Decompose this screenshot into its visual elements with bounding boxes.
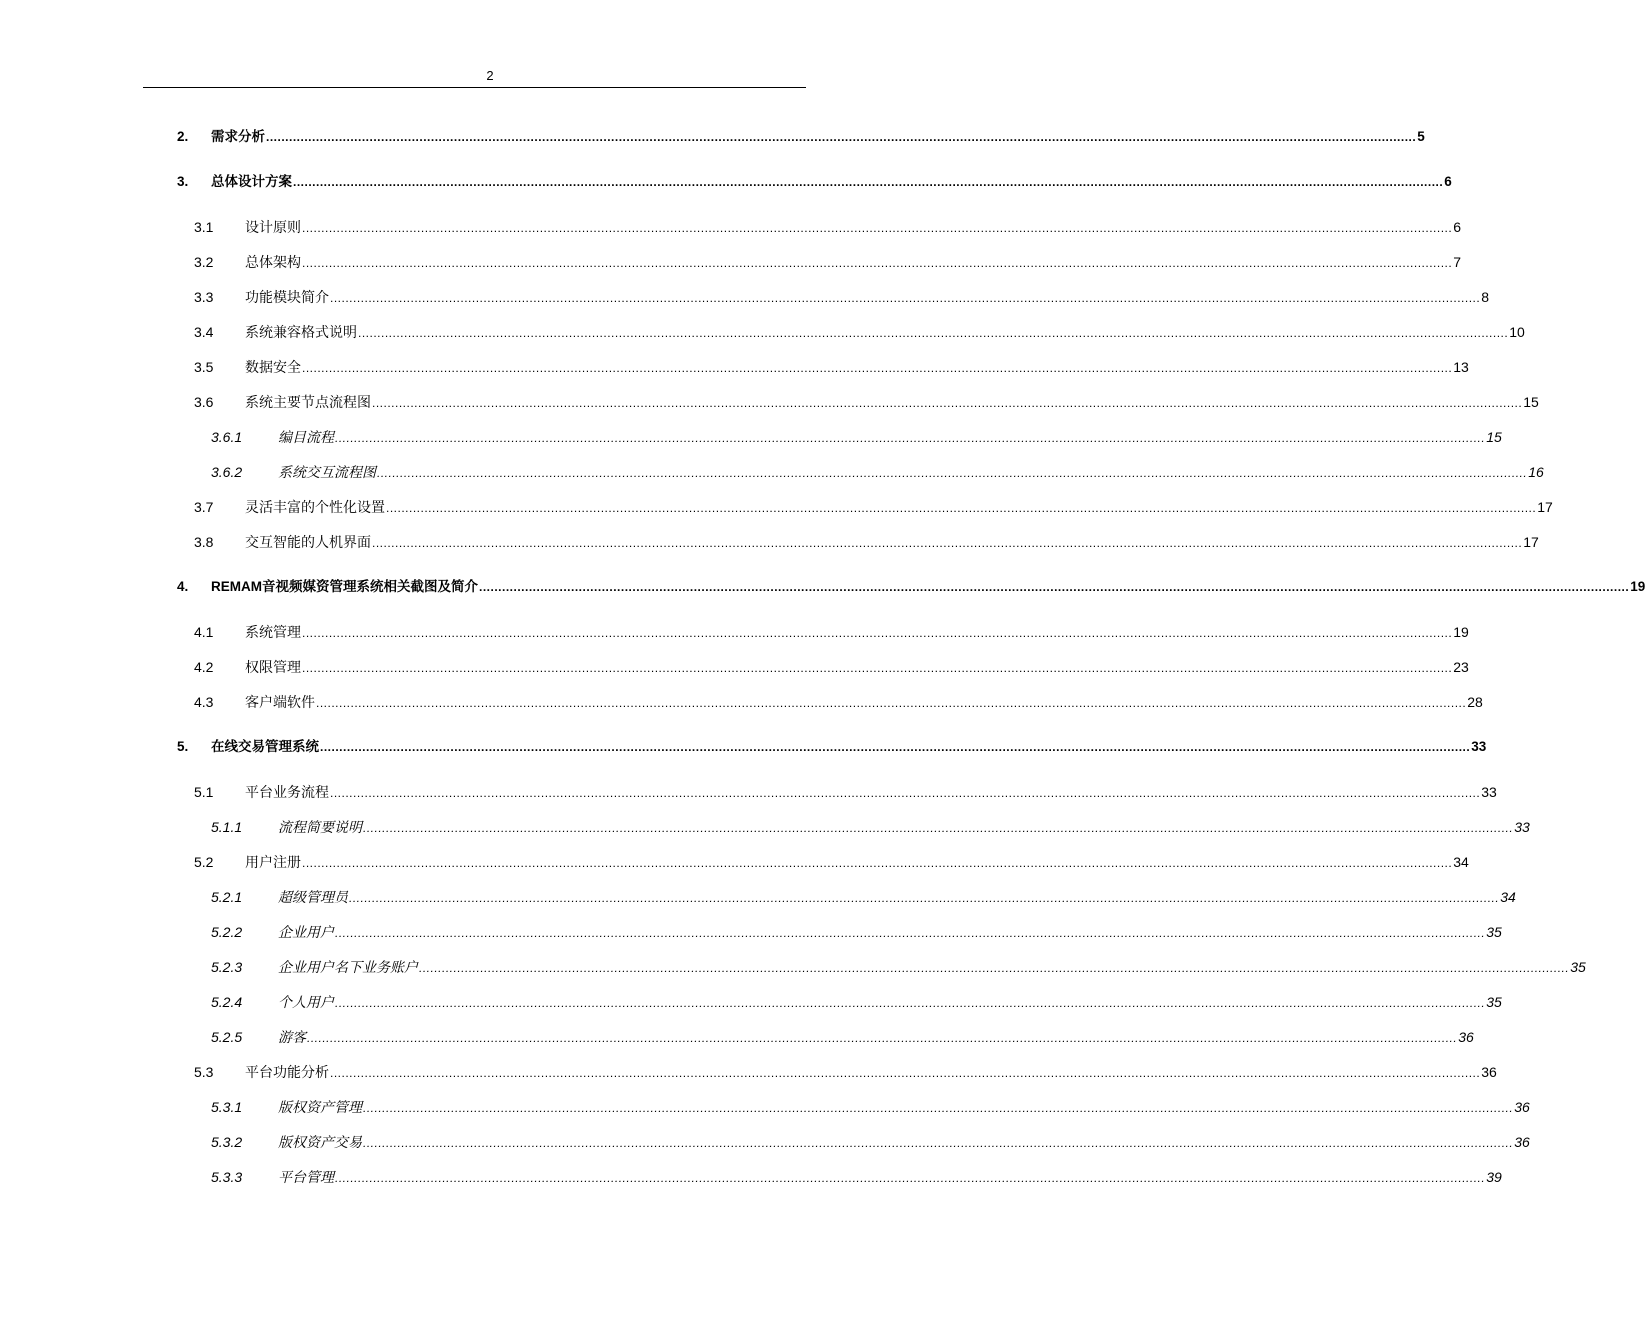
toc-entry-title: 版权资产管理 xyxy=(278,1099,362,1115)
toc-entry-title: 功能模块简介 xyxy=(245,289,329,305)
toc-entry[interactable] xyxy=(177,1062,1497,1082)
toc-entry[interactable] xyxy=(177,922,1502,942)
toc-entry-page: 36 xyxy=(1481,1064,1497,1080)
toc-entry-page: 13 xyxy=(1453,359,1469,375)
toc-entry[interactable] xyxy=(177,217,1461,237)
toc-entry-number: 5.1.1 xyxy=(211,819,243,835)
toc-entry[interactable] xyxy=(177,852,1469,872)
toc-entry-title: 总体架构 xyxy=(245,254,301,270)
toc-entry-number: 5.1 xyxy=(194,784,214,800)
page-number: 2 xyxy=(486,68,494,83)
toc-entry-number: 5.2.1 xyxy=(211,889,243,905)
toc-entry-number: 3.3 xyxy=(194,289,214,305)
toc-entry-title: 系统兼容格式说明 xyxy=(245,324,357,340)
toc-entry-page: 36 xyxy=(1514,1134,1530,1150)
toc-dot-leader: ............................................................................................................................................................................................................................................................................................................ xyxy=(330,291,1481,305)
toc-entry-number: 4. xyxy=(177,579,189,594)
toc-entry-page: 17 xyxy=(1537,499,1553,515)
toc-entry-number: 4.1 xyxy=(194,624,214,640)
toc-entry-title: 客户端软件 xyxy=(245,694,315,710)
toc-dot-leader: ............................................................................................................................................................................................................................................................................................................ xyxy=(320,740,1471,754)
toc-entry-page: 16 xyxy=(1528,464,1544,480)
toc-entry[interactable] xyxy=(177,992,1502,1012)
toc-dot-leader: ............................................................................................................................................................................................................................................................................................................ xyxy=(335,431,1486,445)
toc-entry[interactable] xyxy=(177,392,1539,412)
toc-entry-page: 19 xyxy=(1453,624,1469,640)
toc-entry-number: 3.8 xyxy=(194,534,214,550)
toc-dot-leader: ............................................................................................................................................................................................................................................................................................................ xyxy=(330,1066,1481,1080)
toc-entry[interactable] xyxy=(177,427,1502,447)
toc-entry-title: 游客 xyxy=(278,1029,306,1045)
toc-entry-page: 15 xyxy=(1523,394,1539,410)
toc-entry-page: 33 xyxy=(1514,819,1530,835)
toc-entry-page: 36 xyxy=(1458,1029,1474,1045)
toc-entry-title: 编目流程 xyxy=(278,429,334,445)
toc-entry[interactable] xyxy=(177,172,1452,192)
toc-dot-leader: ............................................................................................................................................................................................................................................................................................................ xyxy=(335,1171,1486,1185)
toc-dot-leader: ............................................................................................................................................................................................................................................................................................................ xyxy=(363,1101,1514,1115)
toc-entry[interactable] xyxy=(177,957,1586,977)
toc-entry-page: 7 xyxy=(1453,254,1461,270)
toc-dot-leader: ............................................................................................................................................................................................................................................................................................................ xyxy=(372,536,1523,550)
toc-entry-title: 总体设计方案 xyxy=(211,174,292,189)
toc-entry-page: 10 xyxy=(1509,324,1525,340)
toc-dot-leader: ............................................................................................................................................................................................................................................................................................................ xyxy=(479,580,1630,594)
toc-entry-number: 3.6 xyxy=(194,394,214,410)
toc-entry-title: 设计原则 xyxy=(245,219,301,235)
toc-entry[interactable] xyxy=(177,462,1544,482)
toc-dot-leader: ............................................................................................................................................................................................................................................................................................................ xyxy=(335,996,1486,1010)
toc-entry[interactable] xyxy=(177,357,1469,377)
toc-entry-page: 17 xyxy=(1523,534,1539,550)
toc-entry[interactable] xyxy=(177,497,1553,517)
toc-dot-leader: ............................................................................................................................................................................................................................................................................................................ xyxy=(302,626,1453,640)
toc-entry[interactable] xyxy=(177,817,1530,837)
toc-entry-title: 系统交互流程图 xyxy=(278,464,376,480)
toc-dot-leader: ............................................................................................................................................................................................................................................................................................................ xyxy=(386,501,1537,515)
toc-entry-number: 3.2 xyxy=(194,254,214,270)
toc-entry-page: 6 xyxy=(1444,174,1452,189)
toc-entry-number: 5.2.3 xyxy=(211,959,243,975)
toc-entry-title: REMAM音视频媒资管理系统相关截图及简介 xyxy=(211,579,478,594)
toc-entry-page: 35 xyxy=(1570,959,1586,975)
toc-entry-number: 5.3 xyxy=(194,1064,214,1080)
toc-entry-title: 在线交易管理系统 xyxy=(211,739,319,754)
toc-dot-leader: ............................................................................................................................................................................................................................................................................................................ xyxy=(302,856,1453,870)
toc-entry[interactable] xyxy=(177,1167,1502,1187)
toc-dot-leader: ............................................................................................................................................................................................................................................................................................................ xyxy=(372,396,1523,410)
toc-entry-page: 36 xyxy=(1514,1099,1530,1115)
header-rule xyxy=(143,87,806,88)
toc-entry-page: 34 xyxy=(1500,889,1516,905)
toc-entry-number: 5.2.4 xyxy=(211,994,243,1010)
toc-entry[interactable] xyxy=(177,322,1525,342)
toc-entry-number: 3.6.1 xyxy=(211,429,243,445)
toc-entry-title: 交互智能的人机界面 xyxy=(245,534,371,550)
toc-entry-number: 5.2 xyxy=(194,854,214,870)
toc-entry-number: 3.1 xyxy=(194,219,214,235)
toc-entry-page: 34 xyxy=(1453,854,1469,870)
toc-entry[interactable] xyxy=(177,287,1489,307)
toc-entry-number: 5.3.1 xyxy=(211,1099,243,1115)
toc-entry[interactable] xyxy=(177,737,1487,757)
toc-dot-leader: ............................................................................................................................................................................................................................................................................................................ xyxy=(349,891,1500,905)
toc-dot-leader: ............................................................................................................................................................................................................................................................................................................ xyxy=(316,696,1467,710)
toc-entry-title: 版权资产交易 xyxy=(278,1134,362,1150)
toc-dot-leader: ............................................................................................................................................................................................................................................................................................................ xyxy=(330,786,1481,800)
toc-entry-number: 4.3 xyxy=(194,694,214,710)
toc-entry[interactable] xyxy=(177,622,1469,642)
toc-entry-number: 5.2.2 xyxy=(211,924,243,940)
toc-dot-leader: ............................................................................................................................................................................................................................................................................................................ xyxy=(302,661,1453,675)
toc-entry-page: 33 xyxy=(1471,739,1487,754)
toc-entry[interactable] xyxy=(177,252,1461,272)
toc-entry-number: 3. xyxy=(177,174,189,189)
toc-entry-title: 平台管理 xyxy=(278,1169,334,1185)
toc-entry[interactable] xyxy=(177,532,1539,552)
toc-entry-page: 6 xyxy=(1453,219,1461,235)
toc-entry-page: 8 xyxy=(1481,289,1489,305)
toc-entry-number: 2. xyxy=(177,129,189,144)
toc-dot-leader: ............................................................................................................................................................................................................................................................................................................ xyxy=(302,361,1453,375)
toc-dot-leader: ............................................................................................................................................................................................................................................................................................................ xyxy=(307,1031,1458,1045)
toc-entry[interactable] xyxy=(177,1027,1474,1047)
toc-entry-number: 3.5 xyxy=(194,359,214,375)
toc-entry-page: 39 xyxy=(1486,1169,1502,1185)
toc-entry-title: 需求分析 xyxy=(211,129,265,144)
toc-entry-title: 平台功能分析 xyxy=(245,1064,329,1080)
toc-entry-title: 系统管理 xyxy=(245,624,301,640)
toc-entry-page: 33 xyxy=(1481,784,1497,800)
toc-dot-leader: ............................................................................................................................................................................................................................................................................................................ xyxy=(377,466,1528,480)
toc-entry-number: 3.7 xyxy=(194,499,214,515)
toc-entry[interactable] xyxy=(177,887,1516,907)
toc-entry-number: 5.3.2 xyxy=(211,1134,243,1150)
toc-entry-title: 数据安全 xyxy=(245,359,301,375)
toc-entry-page: 15 xyxy=(1486,429,1502,445)
toc-dot-leader: ............................................................................................................................................................................................................................................................................................................ xyxy=(335,926,1486,940)
toc-entry-title: 灵活丰富的个性化设置 xyxy=(245,499,385,515)
toc-entry-title: 平台业务流程 xyxy=(245,784,329,800)
toc-entry-title: 企业用户名下业务账户 xyxy=(278,959,418,975)
toc-dot-leader: ............................................................................................................................................................................................................................................................................................................ xyxy=(266,130,1417,144)
toc-dot-leader: ............................................................................................................................................................................................................................................................................................................ xyxy=(363,821,1514,835)
toc-entry-number: 3.6.2 xyxy=(211,464,243,480)
toc-entry-number: 5.2.5 xyxy=(211,1029,243,1045)
toc-entry-number: 5. xyxy=(177,739,189,754)
toc-entry[interactable] xyxy=(177,1097,1530,1117)
toc-entry-number: 5.3.3 xyxy=(211,1169,243,1185)
toc-entry[interactable] xyxy=(177,127,1425,147)
toc-dot-leader: ............................................................................................................................................................................................................................................................................................................ xyxy=(302,256,1453,270)
toc-entry-title: 超级管理员 xyxy=(278,889,348,905)
toc-entry[interactable] xyxy=(177,782,1497,802)
toc-entry-title: 用户注册 xyxy=(245,854,301,870)
toc-entry-page: 35 xyxy=(1486,924,1502,940)
toc-entry[interactable] xyxy=(177,1132,1530,1152)
toc-dot-leader: ............................................................................................................................................................................................................................................................................................................ xyxy=(293,175,1444,189)
toc-dot-leader: ............................................................................................................................................................................................................................................................................................................ xyxy=(419,961,1570,975)
toc-entry-number: 4.2 xyxy=(194,659,214,675)
toc-entry-page: 28 xyxy=(1467,694,1483,710)
toc-entry-page: 35 xyxy=(1486,994,1502,1010)
toc-entry-page: 5 xyxy=(1417,129,1425,144)
toc-entry-page: 23 xyxy=(1453,659,1469,675)
toc-dot-leader: ............................................................................................................................................................................................................................................................................................................ xyxy=(358,326,1509,340)
toc-entry-title: 个人用户 xyxy=(278,994,334,1010)
toc-entry-title: 企业用户 xyxy=(278,924,334,940)
toc-entry-page: 19 xyxy=(1630,579,1645,594)
toc-entry-title: 系统主要节点流程图 xyxy=(245,394,371,410)
toc-entry-title: 流程简要说明 xyxy=(278,819,362,835)
toc-entry[interactable] xyxy=(177,657,1469,677)
toc-entry-title: 权限管理 xyxy=(245,659,301,675)
toc-entry[interactable] xyxy=(177,692,1483,712)
toc-dot-leader: ............................................................................................................................................................................................................................................................................................................ xyxy=(302,221,1453,235)
toc-dot-leader: ............................................................................................................................................................................................................................................................................................................ xyxy=(363,1136,1514,1150)
toc-entry-number: 3.4 xyxy=(194,324,214,340)
toc-entry[interactable] xyxy=(177,577,1645,597)
